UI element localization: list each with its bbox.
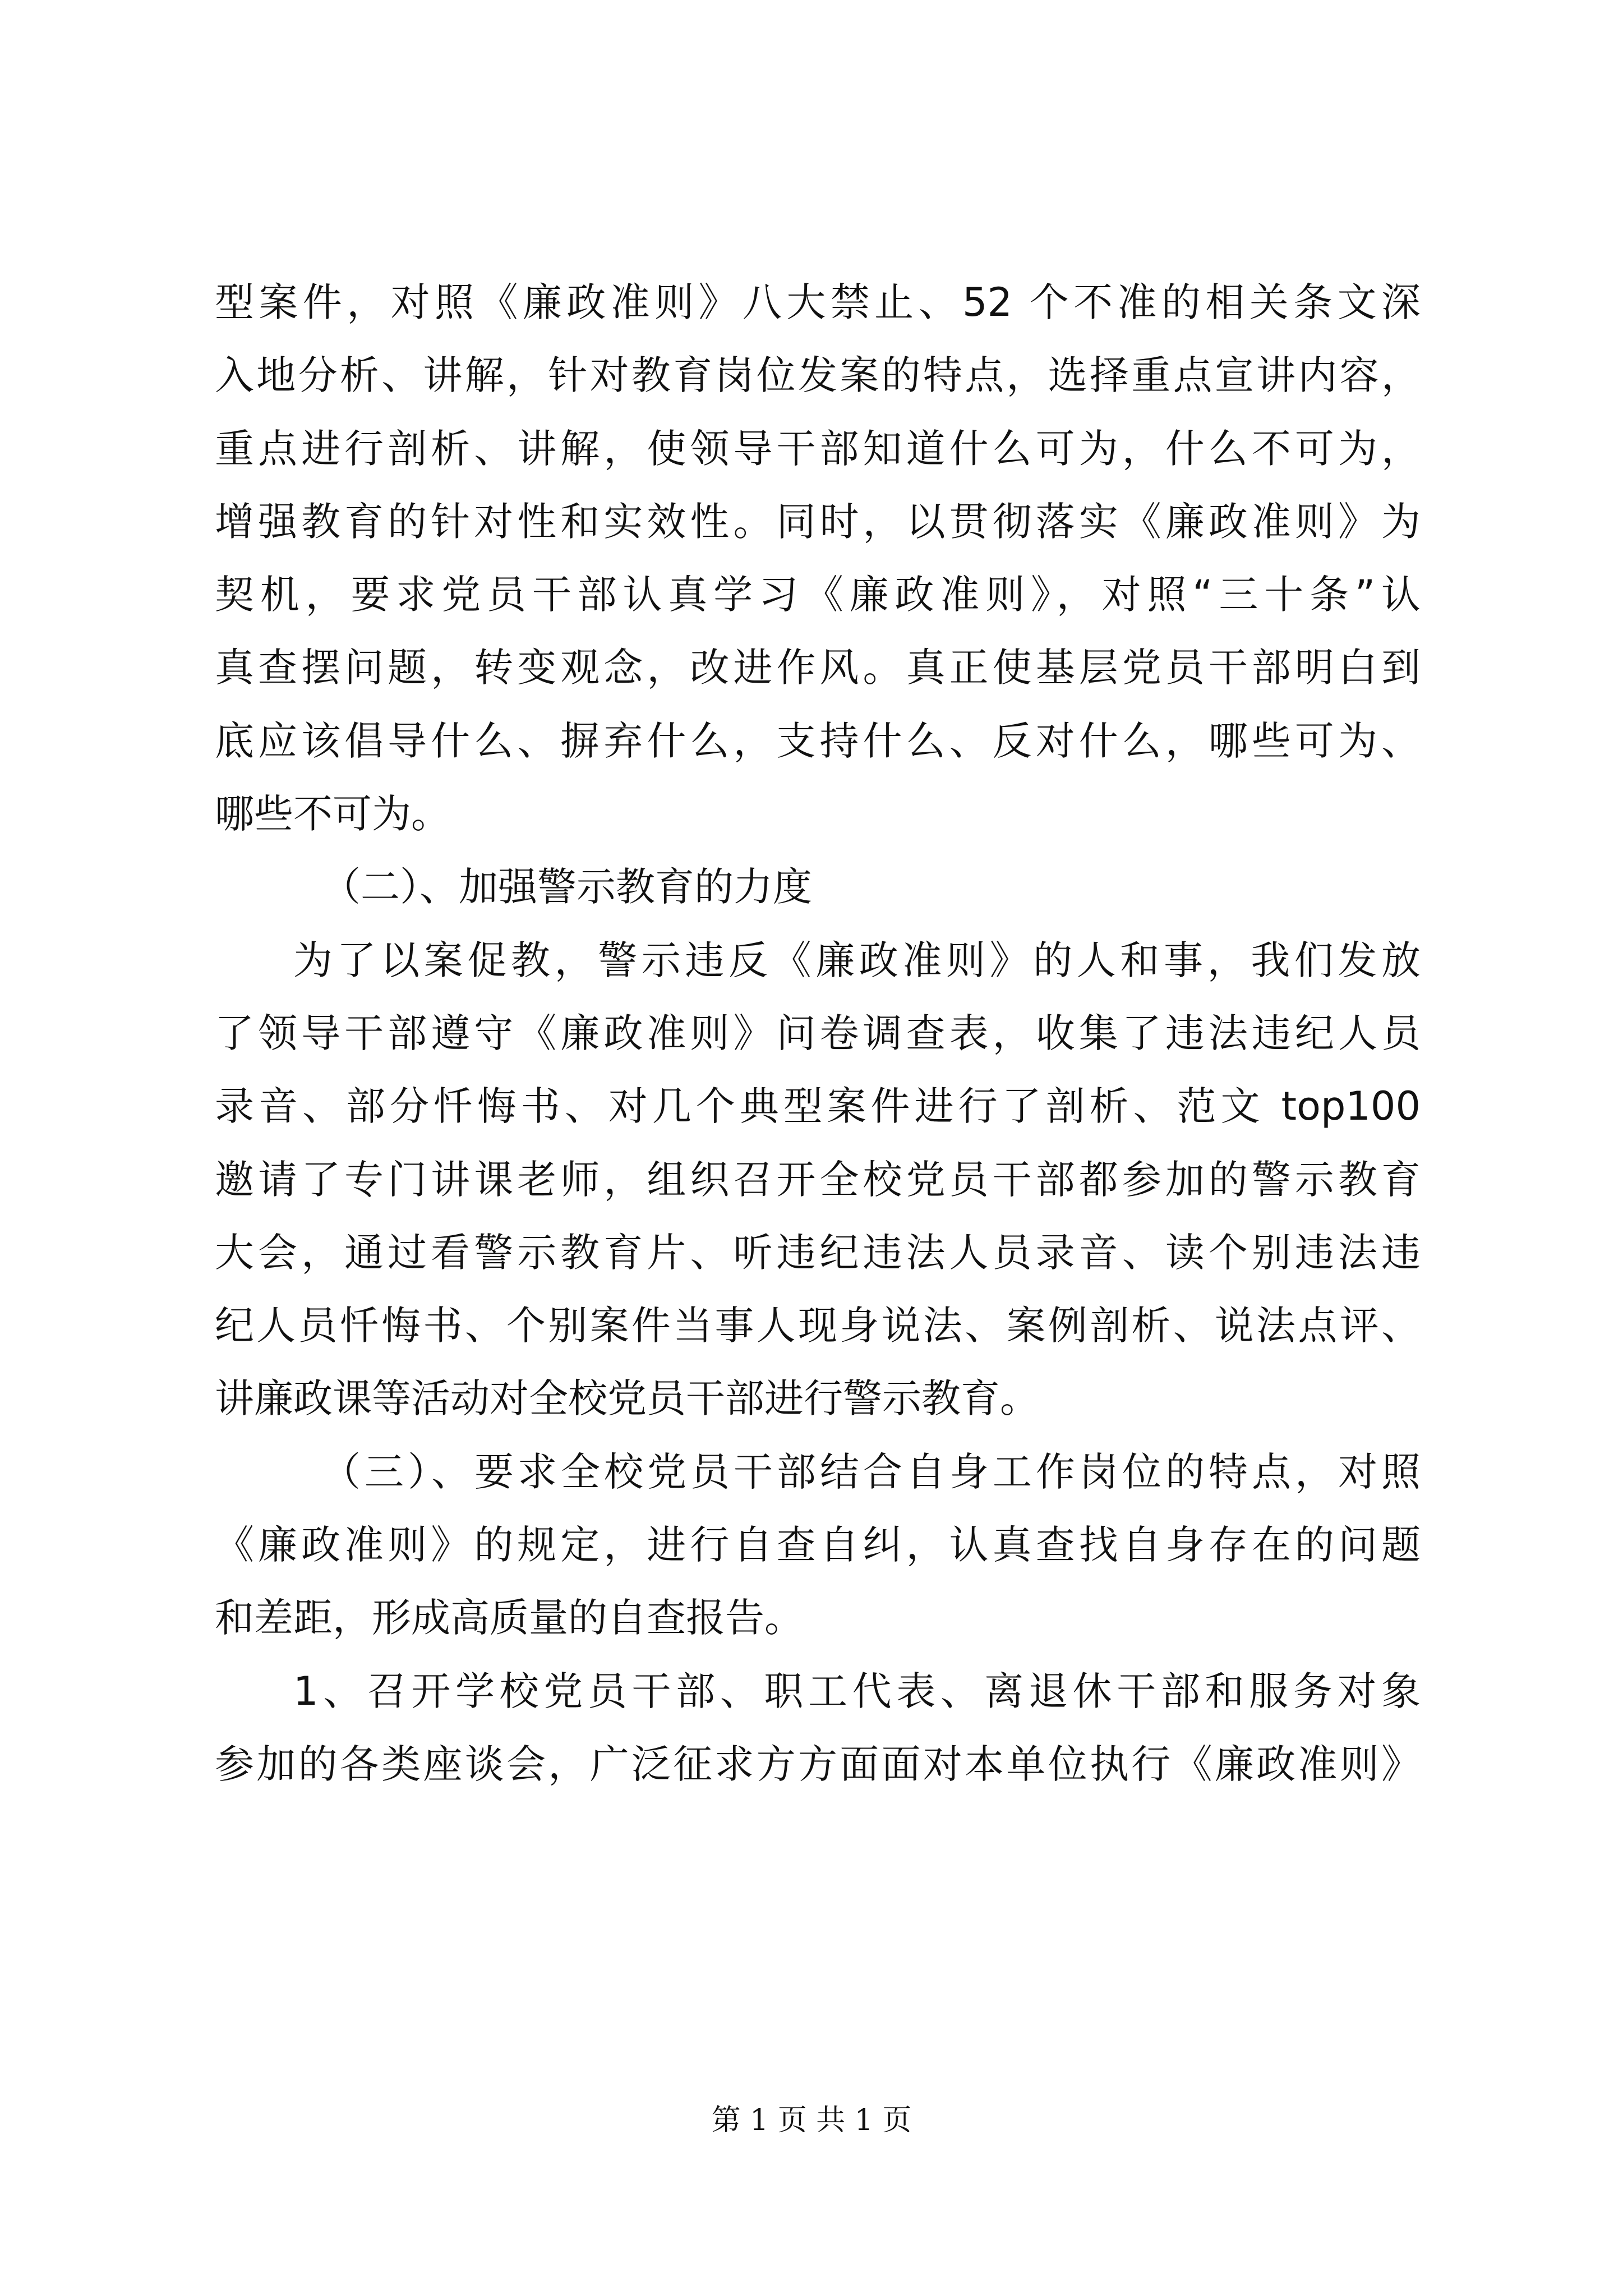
text-line: 大会，通过看警示教育片、听违纪违法人员录音、读个别违法违 [215, 1229, 1421, 1276]
text-line: 邀请了专门讲课老师，组织召开全校党员干部都参加的警示教育 [215, 1156, 1421, 1203]
paragraph-5 [215, 1655, 1421, 1801]
paragraph-3 [215, 924, 1421, 1435]
document-body [215, 266, 1421, 1801]
text-line: （三）、要求全校党员干部结合自身工作岗位的特点，对照 [321, 1448, 1421, 1495]
text-line: 和差距，形成高质量的自查报告。 [215, 1595, 804, 1641]
text-line: 型案件，对照《廉政准则》八大禁止、52 个不准的相关条文深 [215, 279, 1421, 325]
text-line: 录音、部分忏悔书、对几个典型案件进行了剖析、范文 top100 [215, 1083, 1421, 1130]
paragraph-1 [215, 266, 1421, 850]
text-line: 1、召开学校党员干部、职工代表、离退休干部和服务对象 [293, 1668, 1421, 1714]
paragraph-4 [215, 1435, 1421, 1655]
text-line: 参加的各类座谈会，广泛征求方方面面对本单位执行《廉政准则》 [215, 1741, 1421, 1787]
text-line: 入地分析、讲解，针对教育岗位发案的特点，选择重点宣讲内容， [215, 352, 1421, 399]
text-line: 契机，要求党员干部认真学习《廉政准则》，对照“三十条”认 [215, 572, 1421, 618]
section-heading-2 [215, 850, 1421, 923]
text-line: 为了以案促教，警示违反《廉政准则》的人和事，我们发放 [293, 937, 1421, 983]
page-number-footer: 第 1 页 共 1 页 [711, 2104, 912, 2137]
text-line: 底应该倡导什么、摒弃什么，支持什么、反对什么，哪些可为、 [215, 717, 1421, 764]
text-line: 真查摆问题，转变观念，改进作风。真正使基层党员干部明白到 [215, 645, 1421, 691]
text-line: 哪些不可为。 [215, 791, 450, 838]
text-line: 了领导干部遵守《廉政准则》问卷调查表，收集了违法违纪人员 [215, 1010, 1421, 1056]
text-line: 纪人员忏悔书、个别案件当事人现身说法、案例剖析、说法点评、 [215, 1303, 1421, 1349]
text-line: 重点进行剖析、讲解，使领导干部知道什么可为，什么不可为， [215, 425, 1421, 472]
text-line: 增强教育的针对性和实效性。同时，以贯彻落实《廉政准则》为 [215, 498, 1421, 545]
text-line: 讲廉政课等活动对全校党员干部进行警示教育。 [215, 1375, 1039, 1422]
section-heading-line: （二）、加强警示教育的力度 [321, 864, 812, 910]
text-line: 《廉政准则》的规定，进行自查自纠，认真查找自身存在的问题 [215, 1522, 1421, 1568]
